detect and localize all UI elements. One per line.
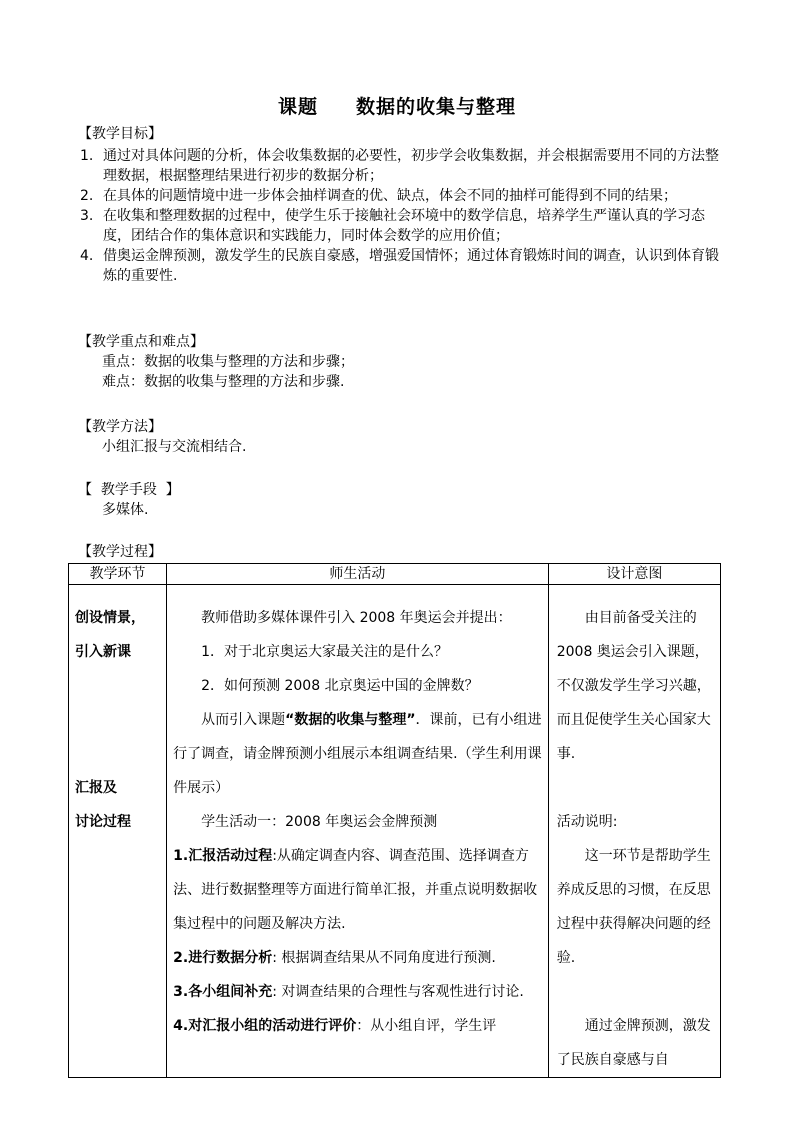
lead-topic: “数据的收集与整理” — [285, 712, 416, 728]
objective-item — [78, 246, 728, 286]
intent-text: 通过金牌预测，激发了民族自豪感与自 — [556, 1018, 711, 1068]
key-point: 重点：数据的收集与整理的方法和步骤； — [102, 354, 354, 370]
means-text: 多媒体. — [102, 502, 149, 518]
means-heading: 【 教学手段 】 — [78, 482, 180, 498]
step-text: : 对调查结果的合理性与客观性进行讨论. — [272, 984, 524, 1000]
activity-cell — [167, 585, 549, 1078]
lead-text: 从而引入课题 — [201, 712, 286, 728]
objectives-heading: 【教学目标】 — [78, 126, 162, 142]
objectives-list — [78, 146, 728, 286]
activity-question: 2．如何预测 2008 北京奥运中国的金牌数？ — [201, 678, 479, 694]
method-text: 小组汇报与交流相结合. — [102, 439, 247, 455]
activity-step — [173, 975, 542, 1009]
objective-text: 在具体的问题情境中进一步体会抽样调查的优、缺点，体会不同的抽样可能得到不同的结果； — [103, 188, 677, 204]
intent-text: 这一环节是帮助学生养成反思的习惯，在反思过程中获得解决问题的经验. — [556, 848, 711, 966]
step-label: 3.各小组间补充 — [173, 984, 273, 1000]
step-text: ：从小组自评，学生评 — [356, 1018, 497, 1034]
difficult-point: 难点：数据的收集与整理的方法和步骤. — [102, 374, 345, 390]
means-section — [78, 480, 728, 520]
title-text: 数据的收集与整理 — [356, 96, 517, 118]
title-label: 课题 — [277, 96, 318, 118]
activity-question: 1．对于北京奥运大家最关注的是什么？ — [201, 644, 449, 660]
intent-title: 活动说明: — [556, 814, 618, 830]
lead-text: ．课前，已有小组进行了调查，请金牌预测小组展示本组调查结果.（学生利用课件展示） — [173, 712, 542, 796]
objective-number: 1. — [80, 148, 94, 164]
keypoints-section — [78, 332, 728, 392]
objective-number: 3. — [80, 208, 94, 224]
step-label: 1.汇报活动过程 — [173, 848, 273, 864]
stage-title-line: 汇报及 — [75, 780, 117, 796]
column-header: 教学环节 — [69, 564, 167, 585]
method-section — [78, 417, 728, 457]
step-text: :从确定调查内容、调查范围、选择调查方法、进行数据整理等方面进行简单汇报，并重点说明数据收集过程中的问题及解决方法. — [173, 848, 538, 932]
intent-cell — [548, 585, 720, 1078]
objective-number: 4. — [80, 248, 94, 264]
activity-lead — [173, 703, 542, 805]
objective-item — [78, 146, 728, 186]
objective-number: 2. — [80, 188, 94, 204]
column-header: 师生活动 — [167, 564, 549, 585]
table-row — [69, 585, 721, 1078]
step-label: 4.对汇报小组的活动进行评价 — [173, 1018, 357, 1034]
objective-item — [78, 186, 728, 206]
objective-text: 通过对具体问题的分析，体会收集数据的必要性，初步学会收集数据，并会根据需要用不同的方法整理数据，根据整理结果进行初步的数据分析； — [103, 148, 719, 184]
intent-text: 由目前备受关注的 2008 奥运会引入课题，不仅激发学生学习兴趣，而且促使学生关心国家大事. — [556, 610, 711, 762]
keypoints-heading: 【教学重点和难点】 — [78, 334, 204, 350]
process-heading: 【教学过程】 — [78, 544, 162, 560]
activity-step — [173, 1009, 542, 1043]
step-label: 2.进行数据分析 — [173, 950, 273, 966]
activity-step — [173, 941, 542, 975]
objective-item — [78, 206, 728, 246]
stage-title-line: 引入新课 — [75, 644, 131, 660]
activity-step — [173, 839, 542, 941]
page-title — [0, 92, 794, 119]
stage-title-line: 讨论过程 — [75, 814, 131, 830]
method-heading: 【教学方法】 — [78, 419, 162, 435]
step-text: : 根据调查结果从不同角度进行预测. — [272, 950, 496, 966]
stage-title-line: 创设情景， — [75, 610, 145, 626]
activity-intro: 教师借助多媒体课件引入 2008 年奥运会并提出： — [201, 610, 512, 626]
stage-cell — [69, 585, 167, 1078]
objective-text: 在收集和整理数据的过程中，使学生乐于接触社会环境中的数学信息，培养学生严谨认真的学习态度，团结合作的集体意识和实践能力，同时体会数学的应用价值； — [103, 208, 705, 244]
objectives-section — [78, 124, 728, 286]
activity-title: 学生活动一：2008 年奥运会金牌预测 — [201, 814, 438, 830]
objective-text: 借奥运金牌预测，激发学生的民族自豪感，增强爱国情怀；通过体育锻炼时间的调查，认识到体育锻炼的重要性. — [103, 248, 719, 284]
table-header-row — [69, 564, 721, 585]
column-header: 设计意图 — [548, 564, 720, 585]
process-table — [68, 563, 721, 1078]
